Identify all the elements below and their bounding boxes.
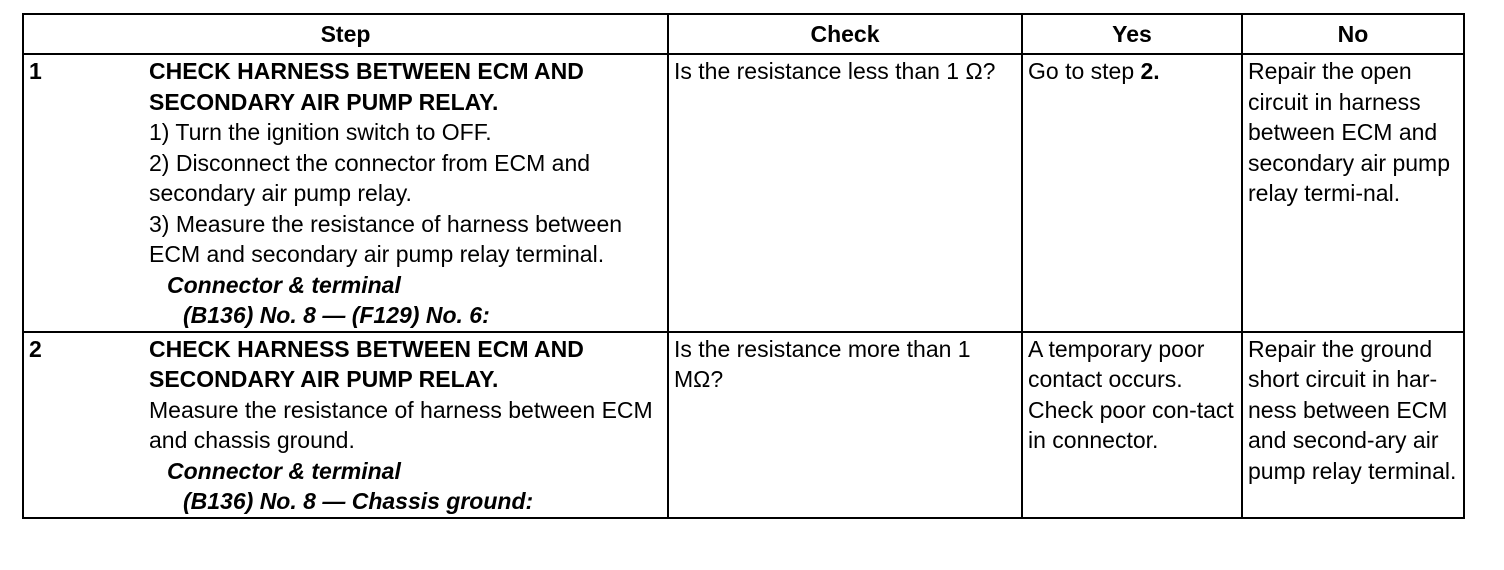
step-instruction: 2) Disconnect the connector from ECM and secondary air pump relay. bbox=[149, 149, 591, 206]
header-yes: Yes bbox=[1022, 14, 1242, 54]
yes-cell: A temporary poor contact occurs. Check poor con-tact in connector. bbox=[1022, 332, 1242, 518]
header-check: Check bbox=[668, 14, 1022, 54]
step-instruction: 1) Turn the ignition switch to OFF. bbox=[149, 119, 492, 145]
step-instruction: Measure the resistance of harness between ECM and chassis ground. bbox=[149, 396, 653, 453]
header-no: No bbox=[1242, 14, 1464, 54]
table-row bbox=[23, 54, 1464, 332]
step-cell bbox=[23, 332, 668, 518]
step-title: CHECK HARNESS BETWEEN ECM AND SECONDARY AIR PUMP RELAY. bbox=[149, 58, 584, 115]
step-title: CHECK HARNESS BETWEEN ECM AND SECONDARY AIR PUMP RELAY. bbox=[149, 335, 584, 392]
step-number: 1 bbox=[29, 58, 42, 84]
diagnostic-table bbox=[22, 13, 1465, 519]
check-cell: Is the resistance more than 1 MΩ? bbox=[668, 332, 1022, 518]
no-cell: Repair the ground short circuit in har-ness between ECM and second-ary air pump relay terminal. bbox=[1242, 332, 1464, 518]
yes-cell bbox=[1022, 54, 1242, 332]
yes-text: Go to step bbox=[1028, 58, 1141, 84]
yes-step-link: 2. bbox=[1140, 58, 1160, 84]
connector-label: Connector & terminal bbox=[167, 271, 401, 298]
step-cell bbox=[23, 54, 668, 332]
header-step: Step bbox=[23, 14, 668, 54]
header-row bbox=[23, 14, 1464, 54]
no-cell: Repair the open circuit in harness between ECM and secondary air pump relay termi-nal. bbox=[1242, 54, 1464, 332]
connector-value: (B136) No. 8 — (F129) No. 6: bbox=[183, 302, 490, 328]
check-cell: Is the resistance less than 1 Ω? bbox=[668, 54, 1022, 332]
step-number: 2 bbox=[29, 335, 42, 362]
connector-label: Connector & terminal bbox=[167, 457, 401, 484]
table-row bbox=[23, 332, 1464, 518]
step-instruction: 3) Measure the resistance of harness between ECM and secondary air pump relay terminal. bbox=[149, 210, 623, 267]
connector-value: (B136) No. 8 — Chassis ground: bbox=[183, 488, 534, 514]
